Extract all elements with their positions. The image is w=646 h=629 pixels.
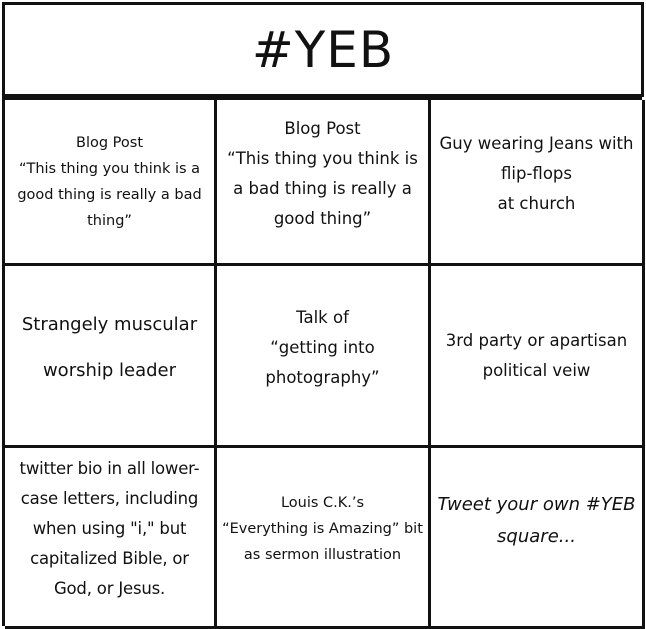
bingo-square-6-text: 3rd party or apartisan political veiw [445,330,628,380]
bingo-square-4-text: Strangely muscular worship leader [21,313,198,381]
bingo-square-8-text: Louis C.K.’s “Everything is Amazing” bit as sermon illustration [222,495,423,563]
bingo-square-9 [431,448,645,629]
bingo-square-7 [5,448,217,629]
page-title: #YEB [251,20,395,79]
bingo-square-7-text: twitter bio in all lower-case letters, including when using "i," but capitalized Bible, or God, or Jesus. [19,459,200,598]
bingo-square-5-text: Talk of “getting into photography” [265,307,380,387]
bingo-grid [2,97,642,626]
bingo-square-2-text: Blog Post “This thing you think is a bad thing is really a good thing” [227,118,418,228]
bingo-square-1 [5,100,217,266]
bingo-square-3 [431,100,645,266]
bingo-square-9-text: Tweet your own #YEB square... [437,494,636,547]
bingo-square-3-text: Guy wearing Jeans with flip-flops at church [439,133,634,213]
bingo-square-2 [217,100,431,266]
title-banner [2,2,644,97]
bingo-square-5 [217,266,431,448]
bingo-square-8 [217,448,431,629]
bingo-square-6 [431,266,645,448]
bingo-square-1-text: Blog Post “This thing you think is a good thing is really a bad thing” [17,134,202,229]
bingo-square-4 [5,266,217,448]
